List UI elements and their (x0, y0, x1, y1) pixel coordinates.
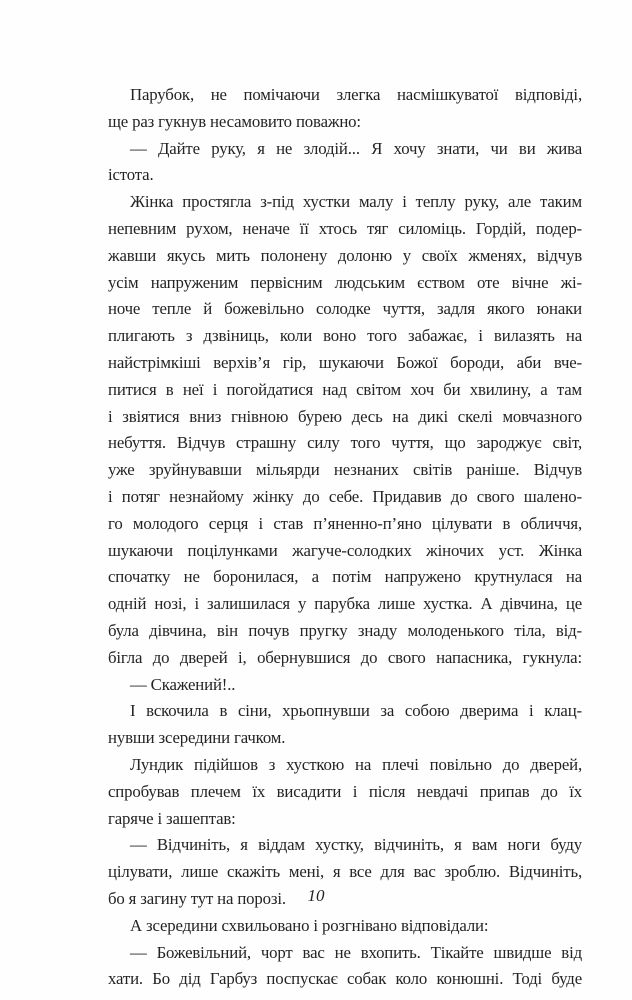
text-line: І вскочила в сіни, хрьопнувши за собою дверима і клац- (130, 701, 582, 721)
text-line: — Відчиніть, я віддам хустку, відчиніть, я вам ноги буду (130, 835, 582, 855)
body-text (108, 82, 582, 993)
text-line: ноче тепле й божевільно солодке чуття, задля якого юнаки (108, 299, 582, 319)
text-line: го молодого серця і став п’яненно-п’яно цілувати в обличчя, (108, 513, 582, 533)
text-line: непевним рухом, неначе її хтось тяг силоміць. Гордій, подер- (108, 218, 582, 238)
text-line: А зсередини схвильовано і розгнівано відповідали: (130, 915, 489, 935)
text-line: істота. (108, 165, 154, 185)
text-line: гаряче і зашептав: (108, 808, 236, 828)
text-line: цілувати, лише скажіть мені, я все для вас зроблю. Відчиніть, (108, 862, 582, 882)
text-line: Парубок, не помічаючи злегка насмішкуватої відповіді, (130, 85, 582, 104)
text-line: небуття. Відчув страшну силу того чуття, що зароджує світ, (108, 433, 582, 453)
text-line: — Дайте руку, я не злодій... Я хочу знати, чи ви жива (130, 138, 582, 158)
text-line: і звіятися вниз гнівною бурею десь на дикі скелі мовчазного (108, 406, 582, 426)
text-line: усім напруженим первісним людським єством оте вічне жі- (108, 272, 582, 292)
text-line: Лундик підійшов з хусткою на плечі повільно до дверей, (130, 754, 582, 774)
text-line: була дівчина, він почув пругку знаду молоденького тіла, від- (108, 620, 582, 640)
text-line: хати. Бо дід Гарбуз поспускає собак коло конюшні. Тоді буде (108, 969, 582, 989)
text-line: одній нозі, і залишилася у парубка лише хустка. А дівчина, це (108, 594, 582, 614)
page-number: 10 (307, 886, 325, 905)
text-line: спочатку не боронилася, а потім напружено крутнулася на (108, 567, 582, 587)
text-line: нувши зсередини гачком. (108, 728, 286, 748)
text-line: плигають з дзвіниць, коли воно того забажає, і вилазять на (108, 326, 582, 346)
text-line: бігла до дверей і, обернувшися до свого напасника, гукнула: (108, 647, 582, 667)
text-line: Жінка простягла з-під хустки малу і теплу руку, але таким (130, 192, 582, 212)
text-line: уже зруйнувавши мільярди незнаних світів раніше. Відчув (108, 460, 582, 480)
text-line: найстрімкіші верхів’я гір, шукаючи Божої бороди, аби вче- (108, 352, 582, 372)
text-line: — Божевільний, чорт вас не вхопить. Тікайте швидше від (130, 942, 582, 962)
text-line: шукаючи поцілунками жагуче-солодких жіночих уст. Жінка (108, 540, 582, 560)
text-line: — Скажений!.. (130, 674, 236, 694)
text-line: питися в неї і погойдатися над світом хоч би хвилину, а там (108, 379, 582, 399)
text-line: бо я загину тут на порозі. (108, 888, 286, 908)
text-line: і потяг незнайому жінку до себе. Придавив до свого шалено- (108, 486, 582, 506)
text-line: спробував плечем їх висадити і після невдачі припав до їх (108, 781, 582, 801)
text-line: жавши якусь мить полонену долоню у своїх жменях, відчув (108, 245, 582, 265)
text-line: ще раз гукнув несамовито поважно: (108, 111, 361, 131)
